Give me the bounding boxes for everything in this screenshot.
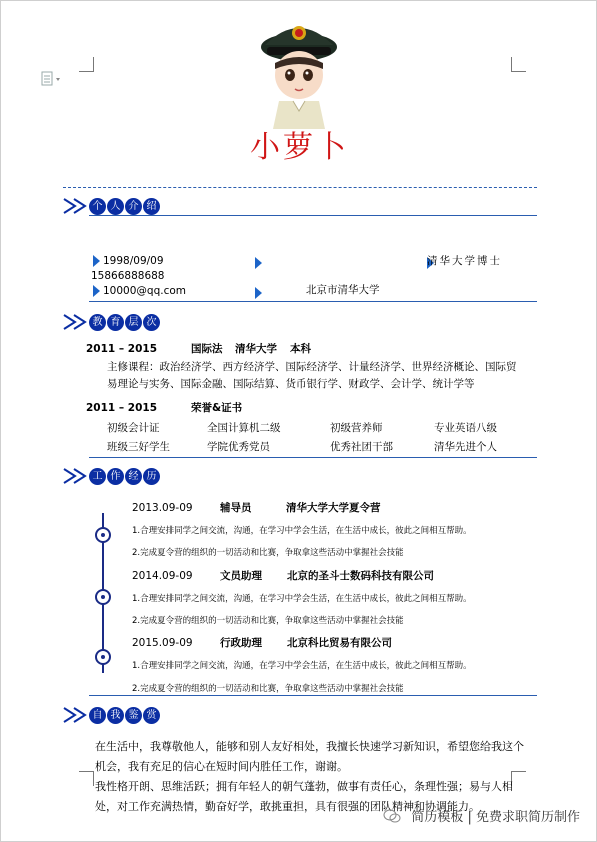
section-title-char: 人 bbox=[107, 198, 124, 215]
section-title-char: 工 bbox=[89, 468, 106, 485]
watermark bbox=[383, 806, 580, 825]
honor-item: 优秀社团干部 bbox=[330, 441, 393, 453]
person-name: 小萝卜 bbox=[250, 130, 349, 165]
self-eval-line: 我性格开朗、思维活跃；拥有年轻人的朝气蓬勃，做事有责任心，条理性强；易与人相 bbox=[95, 780, 513, 793]
work-role: 行政助理 bbox=[220, 637, 262, 649]
watermark-text: 简历模板 | 免费求职简历制作 bbox=[411, 810, 580, 825]
honor-item: 初级会计证 bbox=[107, 422, 160, 434]
self-eval-line: 机会，我有充足的信心在短时间内胜任工作，谢谢。 bbox=[95, 760, 348, 773]
section-title-char: 个 bbox=[89, 198, 106, 215]
courses-line-1: 主修课程：政治经济学、西方经济学、国际经济学、计量经济学、世界经济概论、国际贸 bbox=[107, 361, 517, 373]
crop-mark-bottom-left bbox=[79, 771, 94, 786]
divider bbox=[89, 301, 537, 302]
crop-mark-top-left bbox=[79, 57, 94, 72]
section-title-char: 作 bbox=[107, 468, 124, 485]
work-date: 2014.09-09 bbox=[132, 570, 193, 582]
birth-date: 1998/09/09 bbox=[103, 255, 164, 267]
bullet-marker bbox=[93, 255, 100, 267]
bullet-marker bbox=[255, 257, 262, 269]
section-title-char: 教 bbox=[89, 314, 106, 331]
work-detail: 2.完成夏令营的组织的一切活动和比赛，争取拿这些活动中掌握社会技能 bbox=[132, 684, 404, 694]
education-period: 2011 – 2015 bbox=[86, 343, 158, 355]
timeline-dot bbox=[95, 589, 111, 605]
education-level: 本科 bbox=[290, 343, 311, 355]
work-detail: 2.完成夏令营的组织的一切活动和比赛，争取拿这些活动中掌握社会技能 bbox=[132, 548, 404, 558]
work-detail: 1.合理安排同学之间交流，沟通，在学习中学会生活，在生活中成长，彼此之间相互帮助。 bbox=[132, 526, 472, 536]
divider bbox=[89, 695, 537, 696]
work-detail: 1.合理安排同学之间交流，沟通，在学习中学会生活，在生活中成长，彼此之间相互帮助。 bbox=[132, 661, 472, 671]
section-title-char: 育 bbox=[107, 314, 124, 331]
work-role: 辅导员 bbox=[220, 502, 252, 514]
work-role: 文员助理 bbox=[220, 570, 262, 582]
courses-line-2: 易理论与实务、国际金融、国际结算、货币银行学、财政学、会计学、统计学等 bbox=[107, 378, 475, 390]
section-title-char: 绍 bbox=[143, 198, 160, 215]
section-title-char: 历 bbox=[143, 468, 160, 485]
divider bbox=[89, 457, 537, 458]
education-major: 国际法 bbox=[191, 343, 223, 355]
work-date: 2015.09-09 bbox=[132, 637, 193, 649]
honor-item: 全国计算机二级 bbox=[207, 422, 281, 434]
honors-period: 2011 – 2015 bbox=[86, 402, 158, 414]
section-title-char: 介 bbox=[125, 198, 142, 215]
timeline-dot bbox=[95, 649, 111, 665]
section-rule bbox=[89, 215, 537, 216]
timeline-dot bbox=[95, 527, 111, 543]
work-date: 2013.09-09 bbox=[132, 502, 193, 514]
self-eval-line: 处，对工作充满热情，勤奋好学，敢挑重担，具有很强的团队精神和协调能力。 bbox=[95, 800, 480, 813]
self-eval-line: 在生活中，我尊敬他人，能够和别人友好相处，我擅长快速学习新知识，希望您给我这个 bbox=[95, 740, 524, 753]
section-title-char: 次 bbox=[143, 314, 160, 331]
section-title-char: 鉴 bbox=[125, 707, 142, 724]
double-chevron-icon bbox=[63, 467, 89, 485]
address: 北京市清华大学 bbox=[306, 284, 380, 296]
work-detail: 2.完成夏令营的组织的一切活动和比赛，争取拿这些活动中掌握社会技能 bbox=[132, 616, 404, 626]
work-org: 北京科比贸易有限公司 bbox=[287, 637, 392, 649]
bullet-marker bbox=[255, 287, 262, 299]
double-chevron-icon bbox=[63, 706, 89, 724]
honor-item: 学院优秀党员 bbox=[207, 441, 270, 453]
double-chevron-icon bbox=[63, 197, 89, 215]
section-title-char: 我 bbox=[107, 707, 124, 724]
section-title-char: 自 bbox=[89, 707, 106, 724]
work-detail: 1.合理安排同学之间交流，沟通，在学习中学会生活，在生活中成长，彼此之间相互帮助。 bbox=[132, 594, 472, 604]
work-org: 北京的圣斗士数码科技有限公司 bbox=[287, 570, 434, 582]
section-title-char: 层 bbox=[125, 314, 142, 331]
email-address: 10000@qq.com bbox=[103, 285, 186, 297]
honor-item: 班级三好学生 bbox=[107, 441, 170, 453]
work-org: 清华大学大学夏令营 bbox=[286, 502, 381, 514]
section-title-char: 经 bbox=[125, 468, 142, 485]
double-chevron-icon bbox=[63, 313, 89, 331]
header-divider bbox=[63, 187, 537, 188]
section-title-char: 赏 bbox=[143, 707, 160, 724]
degree: 清华大学博士 bbox=[427, 255, 502, 267]
wechat-icon bbox=[383, 809, 401, 823]
education-school: 清华大学 bbox=[235, 343, 277, 355]
honor-item: 初级营养师 bbox=[330, 422, 383, 434]
honors-title: 荣誉&证书 bbox=[191, 402, 243, 414]
crop-mark-top-right bbox=[511, 57, 526, 72]
avatar-cartoon-officer bbox=[253, 11, 345, 129]
bullet-marker bbox=[93, 285, 100, 297]
document-icon[interactable] bbox=[41, 71, 63, 87]
honor-item: 清华先进个人 bbox=[434, 441, 497, 453]
honor-item: 专业英语八级 bbox=[434, 422, 497, 434]
phone-number: 15866888688 bbox=[91, 270, 165, 282]
